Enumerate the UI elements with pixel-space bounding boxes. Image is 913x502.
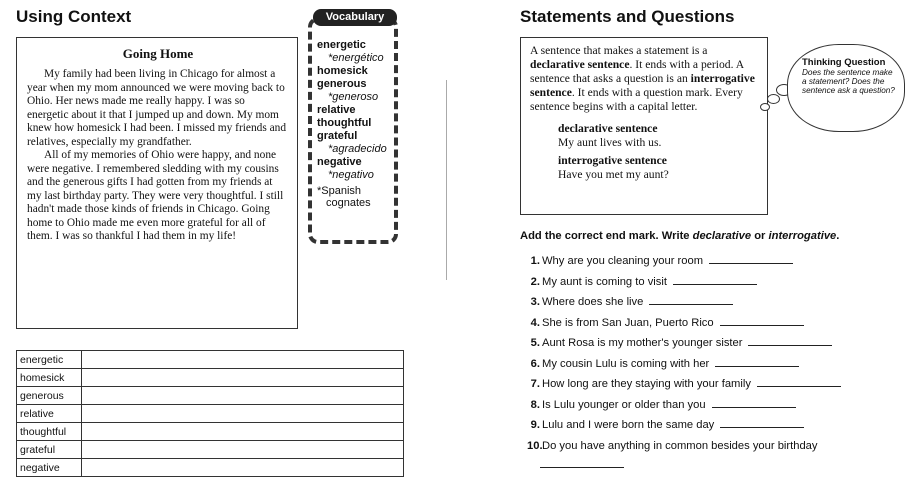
answer-line[interactable] [715, 358, 799, 367]
table-row [17, 441, 404, 459]
answer-cell[interactable] [82, 423, 404, 441]
example-label: interrogative sentence [558, 154, 667, 167]
thinking-question-title: Thinking Question [802, 57, 886, 68]
thinking-question-text: Does the sentence make a statement? Does the sentence ask a question? [802, 68, 895, 95]
vocab-cognate: *generoso [328, 91, 379, 103]
example-sentence: My aunt lives with us. [558, 136, 662, 149]
left-page-heading: Using Context [16, 7, 132, 26]
rule-box [520, 37, 768, 215]
page-gutter-divider [446, 80, 447, 280]
question-item: 3. Where does she live [527, 296, 733, 308]
vocab-word: negative [317, 156, 362, 168]
story-paragraph: My family had been living in Chicago for almost a year when my mom announced we were moving back to Ohio. Her news made me really happy. I was so energetic about it that I jumped up and down. My mom knew how homesick I had been. I missed my friends and relatives, especially my grandfather. [27, 68, 287, 148]
vocab-cognate: *negativo [328, 169, 374, 181]
vocab-cognate: *agradecido [328, 143, 387, 155]
question-item: 4. She is from San Juan, Puerto Rico [527, 317, 804, 329]
term-declarative: declarative sentence [530, 58, 630, 71]
table-word: thoughtful [17, 423, 82, 441]
answer-cell[interactable] [82, 351, 404, 369]
example-sentence: Have you met my aunt? [558, 168, 669, 181]
story-box [16, 37, 298, 329]
table-word: relative [17, 405, 82, 423]
answer-cell[interactable] [82, 387, 404, 405]
answer-line[interactable] [709, 255, 793, 264]
table-row [17, 387, 404, 405]
vocab-word: thoughtful [317, 117, 372, 129]
thought-bubble-dot [760, 103, 770, 111]
vocab-word: homesick [317, 65, 368, 77]
vocab-cognate: *energético [328, 52, 384, 64]
table-row [17, 405, 404, 423]
example-label: declarative sentence [558, 122, 658, 135]
table-word: negative [17, 459, 82, 477]
thinking-question-bubble [787, 44, 905, 132]
question-item: 10.Do you have anything in common besides your birthday [527, 440, 818, 452]
table-row [17, 423, 404, 441]
vocab-word: energetic [317, 39, 366, 51]
question-item: 8. Is Lulu younger or older than you [527, 399, 796, 411]
question-item: 1. Why are you cleaning your room [527, 255, 793, 267]
vocab-word: generous [317, 78, 367, 90]
question-item: 9. Lulu and I were born the same day [527, 419, 804, 431]
table-word: generous [17, 387, 82, 405]
answer-line[interactable] [720, 419, 804, 428]
right-page-heading: Statements and Questions [520, 7, 735, 26]
answer-line[interactable] [748, 337, 832, 346]
rule-text: A sentence that makes a statement is a declarative sentence. It ends with a period. A sentence that asks a question is an interrogative sentence. It ends with a question mark. Every sentence begins with a capital letter. [530, 44, 755, 113]
answer-line[interactable] [540, 467, 624, 468]
answer-line[interactable] [673, 276, 757, 285]
question-item: 6. My cousin Lulu is coming with her [527, 358, 799, 370]
table-row [17, 351, 404, 369]
table-word: homesick [17, 369, 82, 387]
answer-cell[interactable] [82, 459, 404, 477]
answer-line[interactable] [649, 296, 733, 305]
vocab-word: relative [317, 104, 356, 116]
instructions: Add the correct end mark. Write declarative or interrogative. [520, 230, 840, 242]
vocab-word: grateful [317, 130, 358, 142]
table-word: energetic [17, 351, 82, 369]
answer-cell[interactable] [82, 441, 404, 459]
answer-line[interactable] [712, 399, 796, 408]
story-title: Going Home [122, 46, 194, 61]
term-interrogative: interrogative sentence [530, 72, 755, 99]
table-row [17, 459, 404, 477]
vocabulary-table [16, 350, 404, 477]
vocabulary-box [308, 17, 398, 244]
question-item: 7. How long are they staying with your family [527, 378, 841, 390]
answer-line[interactable] [720, 317, 804, 326]
answer-line[interactable] [757, 378, 841, 387]
story-paragraph: All of my memories of Ohio were happy, and none were negative. I remembered sledding with my cousins and the generous gifts I had gotten from my friends at my last birthday party. They were very thoughtful. I still hadn't made those kinds of friends in Chicago. Going home to Ohio made me even more grateful for all of them. I was so thankful I had them in my life! [27, 149, 284, 242]
table-word: grateful [17, 441, 82, 459]
vocabulary-label: Vocabulary [313, 9, 397, 26]
thought-bubble-dot [767, 94, 780, 104]
cognate-note: *Spanish cognates [317, 185, 371, 209]
table-row [17, 369, 404, 387]
answer-cell[interactable] [82, 405, 404, 423]
question-item: 2. My aunt is coming to visit [527, 276, 757, 288]
question-item: 5. Aunt Rosa is my mother's younger sister [527, 337, 832, 349]
answer-cell[interactable] [82, 369, 404, 387]
